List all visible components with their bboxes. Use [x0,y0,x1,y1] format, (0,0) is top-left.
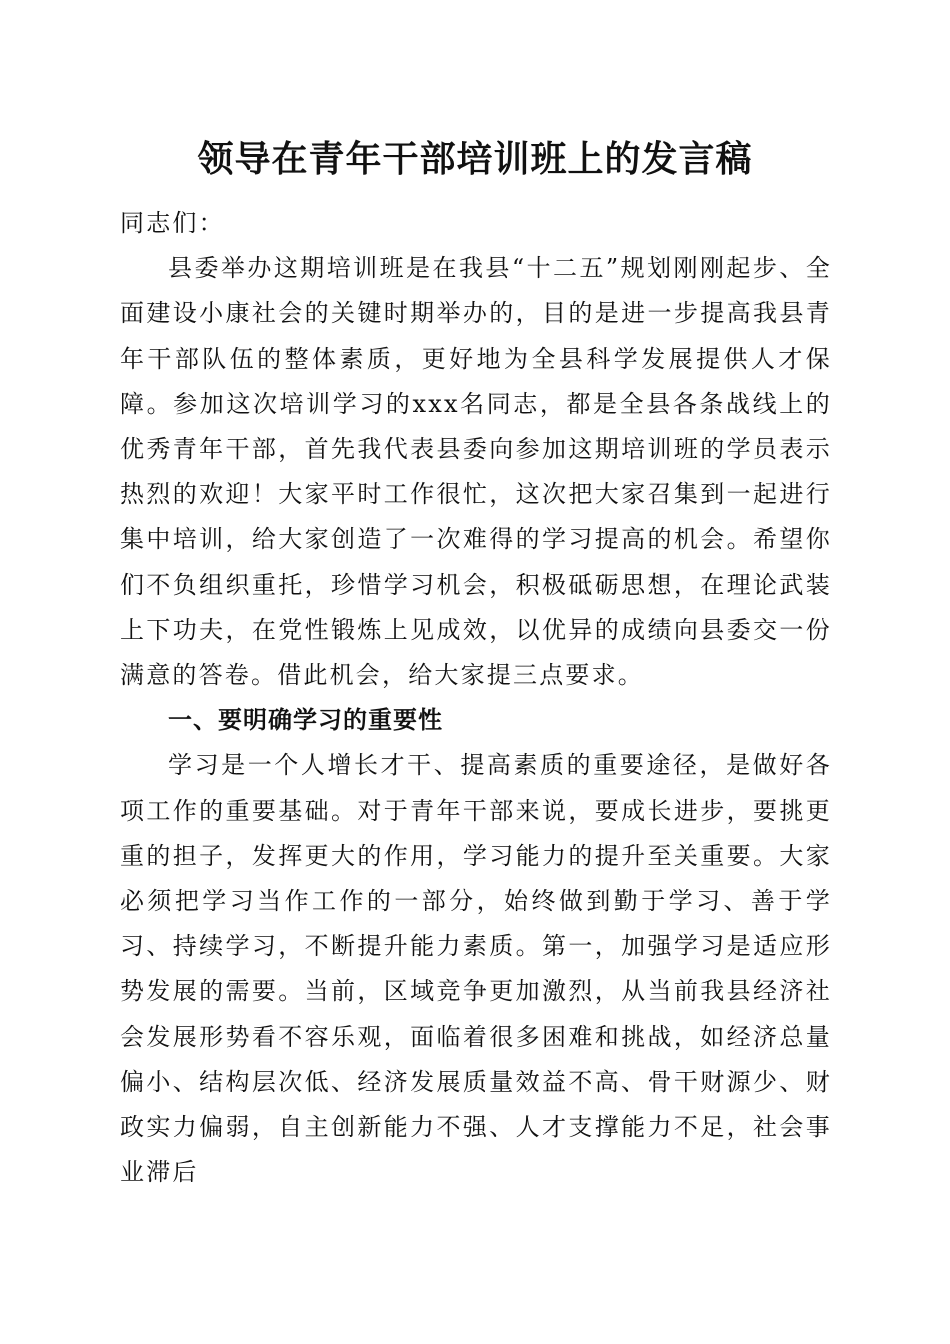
section-heading-1: 一、要明确学习的重要性 [168,706,443,735]
paragraph-learning-importance: 学习是一个人增长才干、提高素质的重要途径，是做好各项工作的重要基础。对于青年干部来说，要成长进步，要挑更重的担子，发挥更大的作用，学习能力的提升至关重要。大家必须把学习当作工作的一部分，始终做到勤于学习、善于学习、持续学习，不断提升能力素质。第一，加强学习是适应形势发展的需要。当前，区域竞争更加激烈，从当前我县经济社会发展形势看不容乐观，面临着很多困难和挑战，如经济总量偏小、结构层次低、经济发展质量效益不高、骨干财源少、财政实力偏弱，自主创新能力不强、人才支撑能力不足，社会事业滞后 [120,751,832,1187]
document-body [120,201,832,1195]
document-title: 领导在青年干部培训班上的发言稿 [197,138,753,180]
paragraph-intro: 县委举办这期培训班是在我县“十二五”规划刚刚起步、全面建设小康社会的关键时期举办的，目的是进一步提高我县青年干部队伍的整体素质，更好地为全县科学发展提供人才保障。参加这次培训学习的xxx名同志，都是全县各条战线上的优秀青年干部，首先我代表县委向参加这期培训班的学员表示热烈的欢迎！大家平时工作很忙，这次把大家召集到一起进行集中培训，给大家创造了一次难得的学习提高的机会。希望你们不负组织重托，珍惜学习机会，积极砥砺思想，在理论武装上下功夫，在党性锻炼上见成效，以优异的成绩向县委交一份满意的答卷。借此机会，给大家提三点要求。 [120,254,832,690]
salutation: 同志们： [120,209,225,237]
